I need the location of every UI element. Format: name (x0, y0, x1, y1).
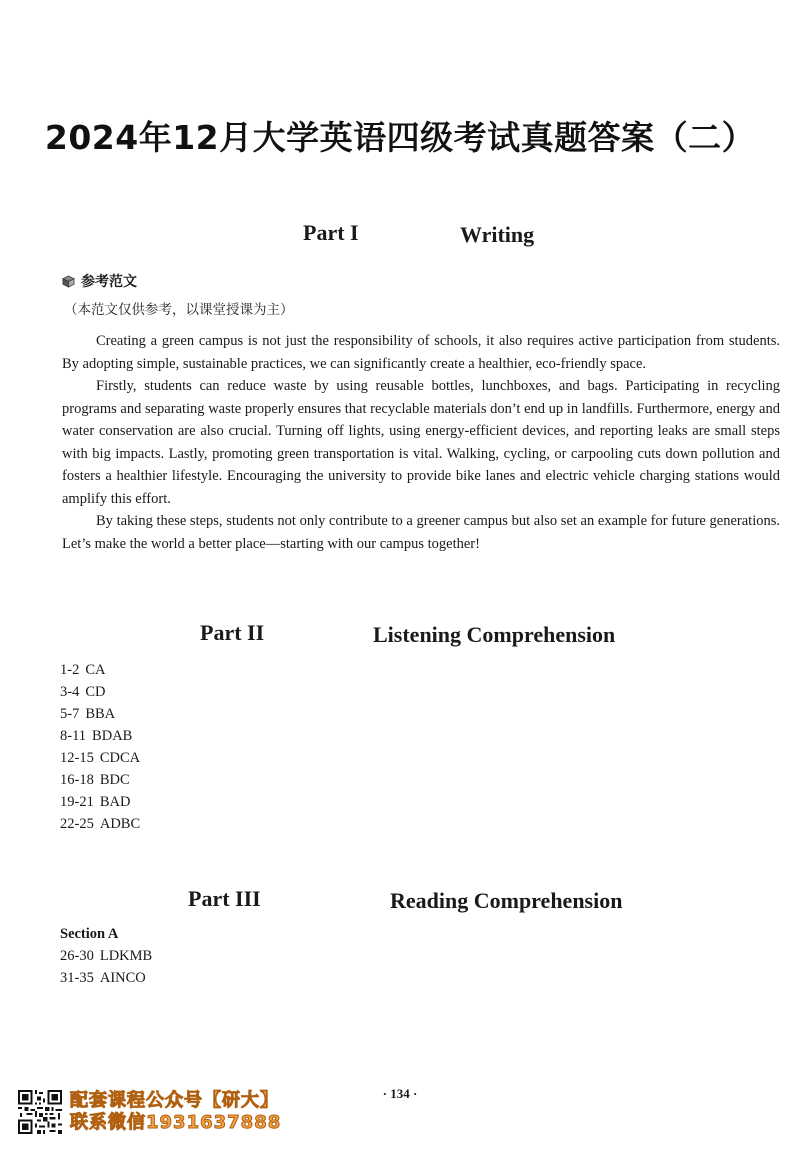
part3-name: Reading Comprehension (390, 888, 623, 913)
page-number: · 134 · (382, 1086, 418, 1101)
answer-range: 5-7 (60, 706, 80, 722)
reference-heading-text: 参考范文 (81, 274, 137, 290)
answer-range: 8-11 (60, 728, 87, 744)
essay-paragraph-1: Creating a green campus is not just the responsibility of schools, it also requires active participation from students. By adopting simple, sustainable practices, we can significantly create a healthier, eco-friendly space. (62, 333, 780, 372)
page-title: 2024年12月大学英语四级考试真题答案（二） (44, 118, 756, 157)
reference-heading (62, 271, 137, 291)
essay-paragraph-3: By taking these steps, students not only contribute to a greener campus but also set an example for future generations. Let’s make the world a better place—starting with our campus together! (62, 513, 780, 552)
answer-row (60, 813, 140, 835)
answer-key: BAD (99, 794, 131, 810)
qr-code (18, 1090, 62, 1134)
answer-key: CA (85, 662, 106, 678)
promo-banner (18, 1090, 281, 1134)
part1-label: Part I (303, 220, 359, 245)
answer-row (60, 791, 140, 813)
listening-answers (60, 659, 140, 835)
answer-key: BDC (99, 772, 130, 788)
answer-key: ADBC (99, 816, 141, 832)
part2-name: Listening Comprehension (373, 622, 616, 647)
cube-icon (62, 275, 75, 288)
answer-range: 16-18 (60, 772, 94, 788)
essay-paragraph-2: Firstly, students can reduce waste by using reusable bottles, lunchboxes, and bags. Participating in recycling programs and separating waste properly ensures that recyclable materials don’t end up in landfills. Furthermore, energy and water conservation are also crucial. Turning off lights, using energy-efficient devices, and reporting leaks are small steps with big impacts. Lastly, promoting green transportation is vital. Walking, cycling, or carpooling cuts down pollution and fosters a healthier lifestyle. Encouraging the university to provide bike lanes and electric vehicle charging stations would amplify this effort. (62, 378, 780, 507)
answer-row (60, 747, 140, 769)
answer-key: CDCA (99, 750, 141, 766)
answer-key: AINCO (99, 970, 146, 986)
model-essay (62, 330, 780, 555)
section-a-heading: Section A (60, 926, 119, 942)
promo-text (70, 1090, 281, 1134)
answer-key: BBA (85, 706, 116, 722)
answer-row (60, 703, 140, 725)
promo-line-1: 配套课程公众号【研大】 (70, 1090, 279, 1111)
part1-name: Writing (460, 222, 535, 247)
promo-line-2: 联系微信1931637888 (70, 1112, 282, 1133)
answer-key: CD (85, 684, 106, 700)
reference-note: （本范文仅供参考，以课堂授课为主） (64, 302, 294, 318)
answer-range: 26-30 (60, 948, 94, 964)
part2-label: Part II (200, 620, 265, 645)
answer-row (60, 659, 140, 681)
answer-range: 1-2 (60, 662, 80, 678)
answer-range: 12-15 (60, 750, 94, 766)
answer-row (60, 769, 140, 791)
answer-row (60, 681, 140, 703)
reading-answers (60, 945, 152, 989)
answer-range: 31-35 (60, 970, 94, 986)
answer-row (60, 967, 152, 989)
answer-row (60, 725, 140, 747)
answer-range: 22-25 (60, 816, 94, 832)
answer-range: 3-4 (60, 684, 80, 700)
answer-row (60, 945, 152, 967)
answer-key: BDAB (92, 728, 133, 744)
part3-label: Part III (188, 886, 261, 911)
answer-range: 19-21 (60, 794, 94, 810)
answer-key: LDKMB (99, 948, 153, 964)
